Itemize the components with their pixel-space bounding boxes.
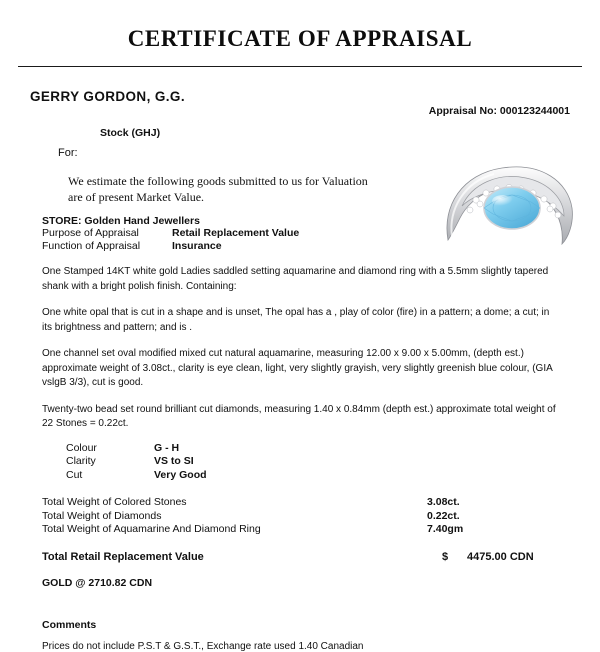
table-row [42, 523, 558, 537]
stock-line: Stock (GHJ) [100, 127, 161, 139]
page-title: CERTIFICATE OF APPRAISAL [127, 26, 473, 51]
estimate-statement: We estimate the following goods submitted to us for Valuation are of present Market Value. [68, 174, 368, 205]
spec-label: Colour [66, 441, 97, 454]
footnote-text: Prices do not include P.S.T & G.S.T., Exchange rate used 1.40 Canadian [42, 640, 364, 652]
total-label: Total Weight of Colored Stones [42, 496, 187, 509]
retail-amount: 4475.00 CDN [467, 550, 534, 563]
comments-label: Comments [42, 618, 97, 631]
table-row [42, 496, 558, 510]
diamond-spec-table [66, 442, 600, 483]
total-amount: 3.08ct. [427, 496, 460, 509]
total-amount: 7.40gm [427, 523, 464, 536]
table-row [42, 510, 558, 524]
function-label: Function of Appraisal [42, 240, 141, 253]
purpose-value: Retail Replacement Value [172, 227, 300, 240]
for-label: For: [58, 147, 78, 159]
total-amount: 0.22ct. [427, 509, 460, 522]
spec-value: VS to SI [154, 455, 194, 468]
owner-row [30, 89, 570, 115]
ring-photograph [432, 148, 582, 253]
owner-name: GERRY GORDON, G.G. [30, 89, 185, 104]
spec-value: Very Good [154, 468, 207, 481]
total-label: Total Weight of Diamonds [42, 509, 162, 522]
description-paragraph-3: One channel set oval modified mixed cut natural aquamarine, measuring 12.00 x 9.00 x 5.00mm, (depth est.) approximate weight of 3.08ct., clarity is eye clean, light, very slightly grayish, very slightly greenish blue colour, (GIA vslgB 3/3), cut is good. [42, 348, 553, 389]
total-label: Total Weight of Aquamarine And Diamond Ring [42, 523, 261, 536]
description-paragraph-1: One Stamped 14KT white gold Ladies saddled setting aquamarine and diamond ring with a 5.5mm slightly tapered shank with a bright polish finish. Containing: [42, 266, 549, 292]
purpose-label: Purpose of Appraisal [42, 227, 139, 240]
spec-value: G - H [154, 441, 180, 454]
retail-label: Total Retail Replacement Value [42, 550, 204, 563]
spec-label: Cut [66, 468, 83, 481]
totals-table [42, 496, 558, 537]
function-value: Insurance [172, 240, 222, 253]
spec-row [66, 469, 600, 483]
spec-row [66, 455, 600, 469]
retail-replacement-value-row [42, 551, 558, 567]
title-divider [18, 66, 582, 67]
appraisal-number: Appraisal No: 000123244001 [428, 105, 570, 117]
description-paragraph-4: Twenty-two bead set round brilliant cut diamonds, measuring 1.40 x 0.84mm (depth est.) approximate total weight of 22 Stones = 0.22ct. [42, 403, 556, 430]
retail-currency: $ [442, 550, 449, 563]
gold-price-line: GOLD @ 2710.82 CDN [42, 576, 153, 589]
store-line: STORE: Golden Hand Jewellers [42, 215, 200, 228]
ring-photo-graphic [432, 148, 582, 253]
spec-row [66, 442, 600, 456]
description-paragraph-2: One white opal that is cut in a shape and is unset, The opal has a , play of color (fire) in a pattern; a dome; a cut; in its brightness and pattern; and is . [42, 307, 550, 333]
spec-label: Clarity [66, 455, 96, 468]
